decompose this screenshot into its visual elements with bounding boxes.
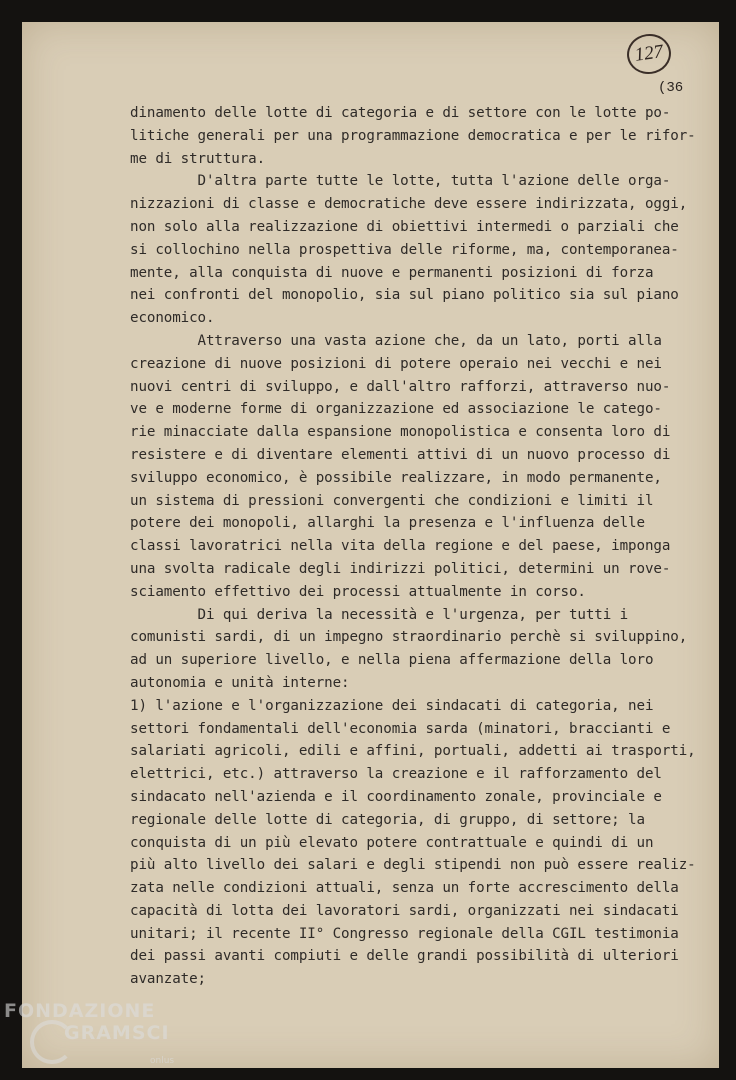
text-line: Attraverso una vasta azione che, da un lato, porti alla [130,332,662,349]
text-line: rie minacciate dalla espansione monopolistica e consenta loro di [130,424,671,441]
text-line: un sistema di pressioni convergenti che condizioni e limiti il [130,492,654,509]
text-line: economico. [130,310,215,327]
text-line: nizzazioni di classe e democratiche deve essere indirizzata, oggi, [130,196,688,213]
text-line: sciamento effettivo dei processi attualmente in corso. [130,583,586,600]
text-line: me di struttura. [130,150,266,167]
text-line: comunisti sardi, di un impegno straordinario perchè si sviluppino, [130,629,688,646]
text-line: creazione di nuove posizioni di potere operaio nei vecchi e nei [130,355,662,372]
text-line: litiche generali per una programmazione democratica e per le rifor- [130,127,696,144]
fondazione-gramsci-watermark [4,1000,194,1080]
page-number: (36 [658,80,684,96]
watermark-line1: FONDAZIONE [4,1000,156,1022]
text-line: nei confronti del monopolio, sia sul piano politico sia sul piano [130,287,679,304]
text-line: mente, alla conquista di nuove e permanenti posizioni di forza [130,264,654,281]
text-line: nuovi centri di sviluppo, e dall'altro rafforzi, attraverso nuo- [130,378,671,395]
text-line: salariati agricoli, edili e affini, portuali, addetti ai trasporti, [130,743,696,760]
text-line: autonomia e unità interne: [130,674,350,691]
text-line: D'altra parte tutte le lotte, tutta l'azione delle orga- [130,173,671,190]
text-line: classi lavoratrici nella vita della regione e del paese, imponga [130,538,671,555]
text-line: dei passi avanti compiuti e delle grandi possibilità di ulteriori [130,948,679,965]
folio-stamp-text: 127 [633,41,665,66]
text-line: ve e moderne forme di organizzazione ed associazione le catego- [130,401,662,418]
text-line: ad un superiore livello, e nella piena affermazione della loro [130,652,654,669]
text-line: avanzate; [130,971,206,988]
text-line: resistere e di diventare elementi attivi di un nuovo processo di [130,446,671,463]
text-line: sviluppo economico, è possibile realizzare, in modo permanente, [130,469,662,486]
text-line: si collochino nella prospettiva delle riforme, ma, contemporanea- [130,241,679,258]
text-line: 1) l'azione e l'organizzazione dei sindacati di categoria, nei [130,697,654,714]
text-line: regionale delle lotte di categoria, di gruppo, di settore; la [130,811,645,828]
text-line: dinamento delle lotte di categoria e di settore con le lotte po- [130,105,671,121]
text-line: più alto livello dei salari e degli stipendi non può essere realiz- [130,857,696,874]
text-line: conquista di un più elevato potere contrattuale e quindi di un [130,834,654,851]
text-line: una svolta radicale degli indirizzi politici, determini un rove- [130,560,671,577]
text-line: Di qui deriva la necessità e l'urgenza, per tutti i [130,606,629,623]
watermark-line2: GRAMSCI [64,1022,170,1044]
text-line: zata nelle condizioni attuali, senza un forte accrescimento della [130,880,679,897]
watermark-small: onlus [150,1056,175,1066]
text-line: elettrici, etc.) attraverso la creazione e il rafforzamento del [130,766,662,783]
text-line: capacità di lotta dei lavoratori sardi, organizzati nei sindacati [130,902,679,919]
text-line: non solo alla realizzazione di obiettivi intermedi o parziali che [130,218,679,235]
text-line: settori fondamentali dell'economia sarda (minatori, braccianti e [130,720,671,737]
text-line: sindacato nell'azienda e il coordinamento zonale, provinciale e [130,788,662,805]
text-line: potere dei monopoli, allarghi la presenza e l'influenza delle [130,515,645,532]
text-line: unitari; il recente II° Congresso regionale della CGIL testimonia [130,925,679,942]
typed-text-body [130,102,696,991]
